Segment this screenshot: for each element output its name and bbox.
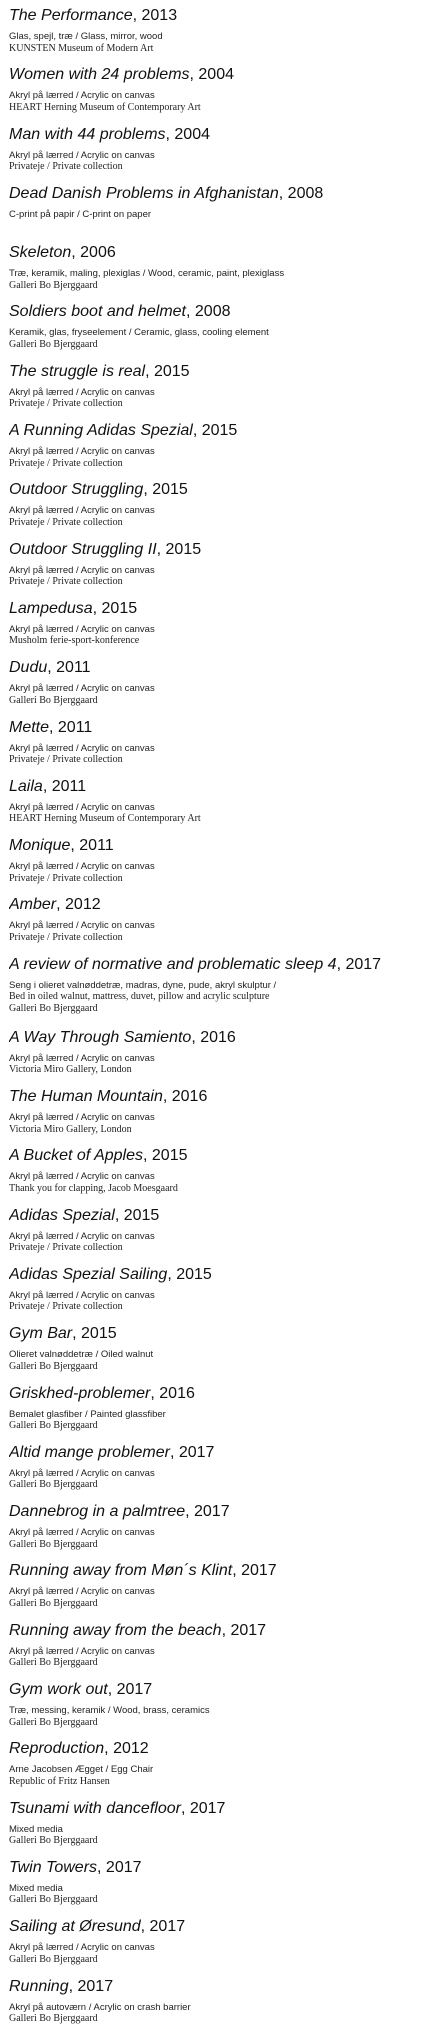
work-details	[9, 1171, 430, 1194]
work-entry	[9, 1561, 430, 1620]
work-material: Olieret valnøddetræ / Oiled walnut	[9, 1349, 154, 1361]
work-detail-line: Galleri Bo Bjerggaard	[9, 1894, 98, 1906]
work-title-line	[9, 1680, 430, 1699]
work-title: Amber	[9, 896, 57, 914]
work-entry	[9, 1917, 430, 1976]
work-title-line	[9, 1028, 430, 1047]
work-year: , 2015	[156, 540, 202, 558]
work-details	[9, 565, 430, 588]
work-details	[9, 1646, 430, 1669]
work-year: , 2015	[145, 362, 190, 380]
work-title-line	[9, 1443, 430, 1462]
work-year: , 2017	[68, 1977, 114, 1995]
work-title-line	[9, 540, 430, 559]
work-title: Dead Danish Problems in Afghanistan	[9, 184, 279, 202]
work-entry	[9, 421, 430, 480]
work-title-line	[9, 302, 430, 321]
work-detail-line: Galleri Bo Bjerggaard	[9, 694, 98, 706]
work-material: Akryl på lærred / Acrylic on canvas	[9, 90, 155, 102]
work-title-line	[9, 599, 430, 618]
work-entry	[9, 480, 430, 539]
work-year: , 2011	[42, 777, 87, 795]
work-entry	[9, 1087, 430, 1146]
work-entry	[9, 1858, 430, 1917]
work-year: , 2017	[185, 1503, 230, 1521]
work-year: , 2017	[232, 1562, 277, 1580]
work-details	[9, 387, 430, 410]
work-year: , 2017	[221, 1621, 267, 1639]
work-detail-line: Galleri Bo Bjerggaard	[9, 338, 98, 350]
work-title-line	[9, 1502, 430, 1521]
work-details	[9, 980, 430, 1015]
work-material: Akryl på lærred / Acrylic on canvas	[9, 149, 155, 161]
work-material: Akryl på lærred / Acrylic on canvas	[9, 623, 155, 635]
work-details	[9, 1586, 430, 1609]
work-material: Akryl på lærred / Acrylic on canvas	[9, 683, 155, 695]
work-details	[9, 327, 430, 350]
work-detail-line: Galleri Bo Bjerggaard	[9, 1716, 98, 1728]
work-title: Soldiers boot and helmet	[9, 303, 186, 321]
work-title-line	[9, 1858, 430, 1877]
work-material: Mixed media	[9, 1882, 63, 1894]
work-material: Glas, spejl, træ / Glass, mirror, wood	[9, 31, 163, 42]
work-title-line	[9, 955, 430, 974]
work-entry	[9, 1443, 430, 1502]
work-title-line	[9, 480, 430, 499]
work-year: , 2015	[143, 1147, 188, 1165]
work-year: , 2004	[165, 125, 210, 143]
work-title: A review of normative and problematic sleep 4	[9, 955, 337, 973]
work-material: Akryl på lærred / Acrylic on canvas	[9, 861, 155, 873]
work-detail-line: Galleri Bo Bjerggaard	[9, 1479, 98, 1491]
work-material: Arne Jacobsen Ægget / Egg Chair	[9, 1764, 154, 1776]
work-year: , 2015	[92, 599, 138, 617]
work-detail-line: Galleri Bo Bjerggaard	[9, 1657, 98, 1669]
work-title: A Bucket of Apples	[9, 1147, 143, 1165]
work-title-line	[9, 1146, 430, 1165]
work-details	[9, 861, 430, 884]
work-title: A Way Through Samiento	[9, 1028, 192, 1046]
work-title-line	[9, 777, 430, 796]
work-year: , 2015	[143, 481, 188, 499]
work-entry	[9, 718, 430, 777]
work-title: Griskhed-problemer	[9, 1384, 151, 1402]
work-detail-line: Galleri Bo Bjerggaard	[9, 1953, 98, 1965]
work-details	[9, 268, 430, 291]
work-details	[9, 1468, 430, 1491]
work-title-line	[9, 895, 430, 914]
work-material: Akryl på lærred / Acrylic on canvas	[9, 505, 155, 517]
work-year: , 2008	[186, 303, 231, 321]
work-material: Seng i olieret valnøddetræ, madras, dyne, pude, akryl skulptur /	[9, 979, 277, 991]
work-title: Outdoor Struggling	[9, 481, 144, 499]
work-title: Reproduction	[9, 1740, 105, 1758]
work-title-line	[9, 1087, 430, 1106]
work-year: , 2017	[336, 955, 382, 973]
work-material: Akryl på lærred / Acrylic on canvas	[9, 801, 155, 813]
work-entry	[9, 1206, 430, 1265]
work-title: Dudu	[9, 659, 48, 677]
work-detail-line: Privateje / Private collection	[9, 754, 123, 766]
work-title-line	[9, 6, 430, 25]
work-title-line	[9, 718, 430, 737]
work-entry	[9, 1502, 430, 1561]
work-details	[9, 2002, 430, 2025]
work-material: Akryl på lærred / Acrylic on canvas	[9, 742, 155, 754]
work-title: Skeleton	[9, 244, 72, 262]
work-title: A Running Adidas Spezial	[9, 422, 193, 440]
work-entry	[9, 1739, 430, 1798]
work-title: Adidas Spezial	[9, 1206, 115, 1224]
work-title: Gym Bar	[9, 1325, 73, 1343]
work-year: , 2006	[71, 244, 116, 262]
work-detail-line: Victoria Miro Gallery, London	[9, 1123, 132, 1135]
work-title-line	[9, 1799, 430, 1818]
work-material: Keramik, glas, fryseelement / Ceramic, glass, cooling element	[9, 327, 269, 339]
work-title: Laila	[9, 777, 43, 795]
work-material: Akryl på lærred / Acrylic on canvas	[9, 1467, 155, 1479]
work-title: Gym work out	[9, 1681, 108, 1699]
work-detail-line: Bed in oiled walnut, mattress, duvet, pillow and acrylic sculpture	[9, 991, 270, 1003]
work-material: C-print på papir / C-print on paper	[9, 208, 152, 220]
work-title: The Performance	[9, 7, 133, 24]
work-details	[9, 1409, 430, 1432]
work-entry	[9, 65, 430, 124]
work-entry	[9, 540, 430, 599]
work-year: , 2011	[70, 837, 114, 855]
work-title: Outdoor Struggling II	[9, 540, 157, 558]
work-detail-line: Musholm ferie-sport-konference	[9, 635, 140, 647]
work-title-line	[9, 1917, 430, 1936]
work-entry	[9, 1146, 430, 1205]
work-title: Mette	[9, 718, 50, 736]
work-material: Bemalet glasfiber / Painted glassfiber	[9, 1408, 166, 1420]
work-detail-line: Thank you for clapping, Jacob Moesgaard	[9, 1182, 178, 1194]
work-details	[9, 505, 430, 528]
work-entry	[9, 6, 430, 65]
work-detail-line: Galleri Bo Bjerggaard	[9, 1002, 98, 1014]
work-detail-line: HEART Herning Museum of Contemporary Art	[9, 101, 201, 113]
work-material: Træ, keramik, maling, plexiglas / Wood, ceramic, paint, plexiglass	[9, 268, 285, 280]
work-material: Akryl på lærred / Acrylic on canvas	[9, 920, 155, 932]
work-detail-line: Galleri Bo Bjerggaard	[9, 2013, 98, 2024]
work-detail-line: Galleri Bo Bjerggaard	[9, 1538, 98, 1550]
work-title: Dannebrog in a palmtree	[9, 1503, 186, 1521]
work-details	[9, 1764, 430, 1787]
work-detail-line: Privateje / Private collection	[9, 872, 123, 884]
work-details	[9, 802, 430, 825]
work-material: Mixed media	[9, 1823, 63, 1835]
work-year: , 2017	[140, 1918, 186, 1936]
work-detail-line: Privateje / Private collection	[9, 457, 123, 469]
work-entry	[9, 836, 430, 895]
work-detail-line: Privateje / Private collection	[9, 576, 123, 588]
work-year: , 2015	[114, 1206, 160, 1224]
work-entry	[9, 302, 430, 361]
work-details	[9, 743, 430, 766]
work-detail-line: Galleri Bo Bjerggaard	[9, 1597, 98, 1609]
work-year: , 2017	[169, 1443, 215, 1461]
work-entry	[9, 599, 430, 658]
work-detail-line: Galleri Bo Bjerggaard	[9, 1360, 98, 1372]
work-details	[9, 624, 430, 647]
work-title-line	[9, 836, 430, 855]
work-entry	[9, 243, 430, 302]
work-material: Akryl på autoværn / Acrylic on crash barrier	[9, 2001, 191, 2013]
work-title-line	[9, 1265, 430, 1284]
work-year: , 2012	[56, 896, 101, 914]
work-details	[9, 683, 430, 706]
work-title: Running away from the beach	[9, 1621, 222, 1639]
work-details	[9, 90, 430, 113]
work-title-line	[9, 421, 430, 440]
work-year: , 2013	[132, 7, 178, 24]
work-title: The struggle is real	[9, 362, 146, 380]
work-details	[9, 1112, 430, 1135]
work-title-line	[9, 184, 430, 203]
work-details	[9, 1349, 430, 1372]
work-title: Altid mange problemer	[9, 1443, 170, 1461]
work-title-line	[9, 362, 430, 381]
work-entry	[9, 362, 430, 421]
work-title: Adidas Spezial Sailing	[9, 1265, 168, 1283]
work-title: Twin Towers	[9, 1858, 98, 1876]
work-title: Running away from Møn´s Klint	[9, 1562, 233, 1580]
work-detail-line: Privateje / Private collection	[9, 931, 123, 943]
work-title-line	[9, 1206, 430, 1225]
work-title: Lampedusa	[9, 599, 93, 617]
work-material: Akryl på lærred / Acrylic on canvas	[9, 564, 155, 576]
work-title-line	[9, 1739, 430, 1758]
work-title: Monique	[9, 837, 71, 855]
work-material: Akryl på lærred / Acrylic on canvas	[9, 1527, 155, 1539]
work-entry	[9, 658, 430, 717]
work-detail-line: Privateje / Private collection	[9, 398, 123, 410]
work-material: Træ, messing, keramik / Wood, brass, ceramics	[9, 1705, 210, 1717]
work-detail-line: KUNSTEN Museum of Modern Art	[9, 42, 154, 54]
work-details	[9, 1527, 430, 1550]
work-entry	[9, 184, 430, 243]
work-year: , 2015	[167, 1265, 212, 1283]
work-entry	[9, 1799, 430, 1858]
work-detail-line: Privateje / Private collection	[9, 1242, 123, 1254]
work-entry	[9, 777, 430, 836]
work-title: Running	[9, 1977, 69, 1995]
work-year: , 2012	[104, 1740, 149, 1758]
work-entry	[9, 1324, 430, 1383]
work-detail-line: Republic of Fritz Hansen	[9, 1775, 110, 1787]
work-material: Akryl på lærred / Acrylic on canvas	[9, 1586, 155, 1598]
work-year: , 2016	[162, 1088, 208, 1106]
work-material: Akryl på lærred / Acrylic on canvas	[9, 1052, 155, 1064]
work-material: Akryl på lærred / Acrylic on canvas	[9, 1112, 155, 1124]
work-details	[9, 1705, 430, 1728]
work-material: Akryl på lærred / Acrylic on canvas	[9, 1230, 155, 1242]
work-entry	[9, 1680, 430, 1739]
work-entry	[9, 955, 430, 1028]
work-detail-line: Privateje / Private collection	[9, 161, 123, 173]
work-year: , 2015	[192, 422, 238, 440]
work-entry	[9, 1384, 430, 1443]
work-details	[9, 920, 430, 943]
work-detail-line: Privateje / Private collection	[9, 516, 123, 528]
work-year: , 2017	[107, 1681, 153, 1699]
work-year: , 2017	[97, 1858, 142, 1876]
work-details	[9, 1824, 430, 1847]
work-details	[9, 1231, 430, 1254]
work-title-line	[9, 1324, 430, 1343]
work-title: Tsunami with dancefloor	[9, 1799, 181, 1817]
work-title-line	[9, 1621, 430, 1640]
work-year: , 2008	[278, 184, 324, 202]
work-details	[9, 1942, 430, 1965]
work-detail-line: Galleri Bo Bjerggaard	[9, 279, 98, 291]
work-material: Akryl på lærred / Acrylic on canvas	[9, 1289, 155, 1301]
work-entry	[9, 1265, 430, 1324]
work-title: Man with 44 problems	[9, 125, 166, 143]
work-entry	[9, 125, 430, 184]
work-detail-line: Galleri Bo Bjerggaard	[9, 1835, 98, 1847]
work-year: , 2015	[72, 1325, 117, 1343]
work-title-line	[9, 243, 430, 262]
work-details	[9, 1290, 430, 1313]
work-entry	[9, 1977, 430, 2036]
work-detail-line: Victoria Miro Gallery, London	[9, 1064, 132, 1076]
work-detail-line: HEART Herning Museum of Contemporary Art	[9, 813, 201, 825]
work-year: , 2016	[150, 1384, 195, 1402]
work-details	[9, 150, 430, 173]
work-entry	[9, 895, 430, 954]
work-entry	[9, 1028, 430, 1087]
work-material: Akryl på lærred / Acrylic on canvas	[9, 1171, 155, 1183]
work-title: Sailing at Øresund	[9, 1918, 141, 1936]
work-material: Akryl på lærred / Acrylic on canvas	[9, 1645, 155, 1657]
work-title-line	[9, 125, 430, 144]
work-details	[9, 209, 430, 221]
work-details	[9, 1053, 430, 1076]
work-details	[9, 31, 430, 54]
work-year: , 2011	[49, 718, 93, 736]
work-detail-line: Galleri Bo Bjerggaard	[9, 1420, 98, 1432]
work-title-line	[9, 1977, 430, 1996]
work-material: Akryl på lærred / Acrylic on canvas	[9, 1942, 155, 1954]
work-entry	[9, 1621, 430, 1680]
work-title-line	[9, 1384, 430, 1403]
work-material: Akryl på lærred / Acrylic on canvas	[9, 386, 155, 398]
work-title: Women with 24 problems	[9, 66, 190, 84]
work-title: The Human Mountain	[9, 1088, 163, 1106]
work-material: Akryl på lærred / Acrylic on canvas	[9, 446, 155, 458]
work-title-line	[9, 1561, 430, 1580]
work-year: , 2004	[189, 66, 234, 84]
work-year: , 2016	[191, 1028, 236, 1046]
work-year: , 2011	[47, 659, 91, 677]
work-year: , 2017	[180, 1799, 226, 1817]
work-title-line	[9, 65, 430, 84]
work-detail-line: Privateje / Private collection	[9, 1301, 123, 1313]
work-details	[9, 1883, 430, 1906]
work-details	[9, 446, 430, 469]
work-title-line	[9, 658, 430, 677]
